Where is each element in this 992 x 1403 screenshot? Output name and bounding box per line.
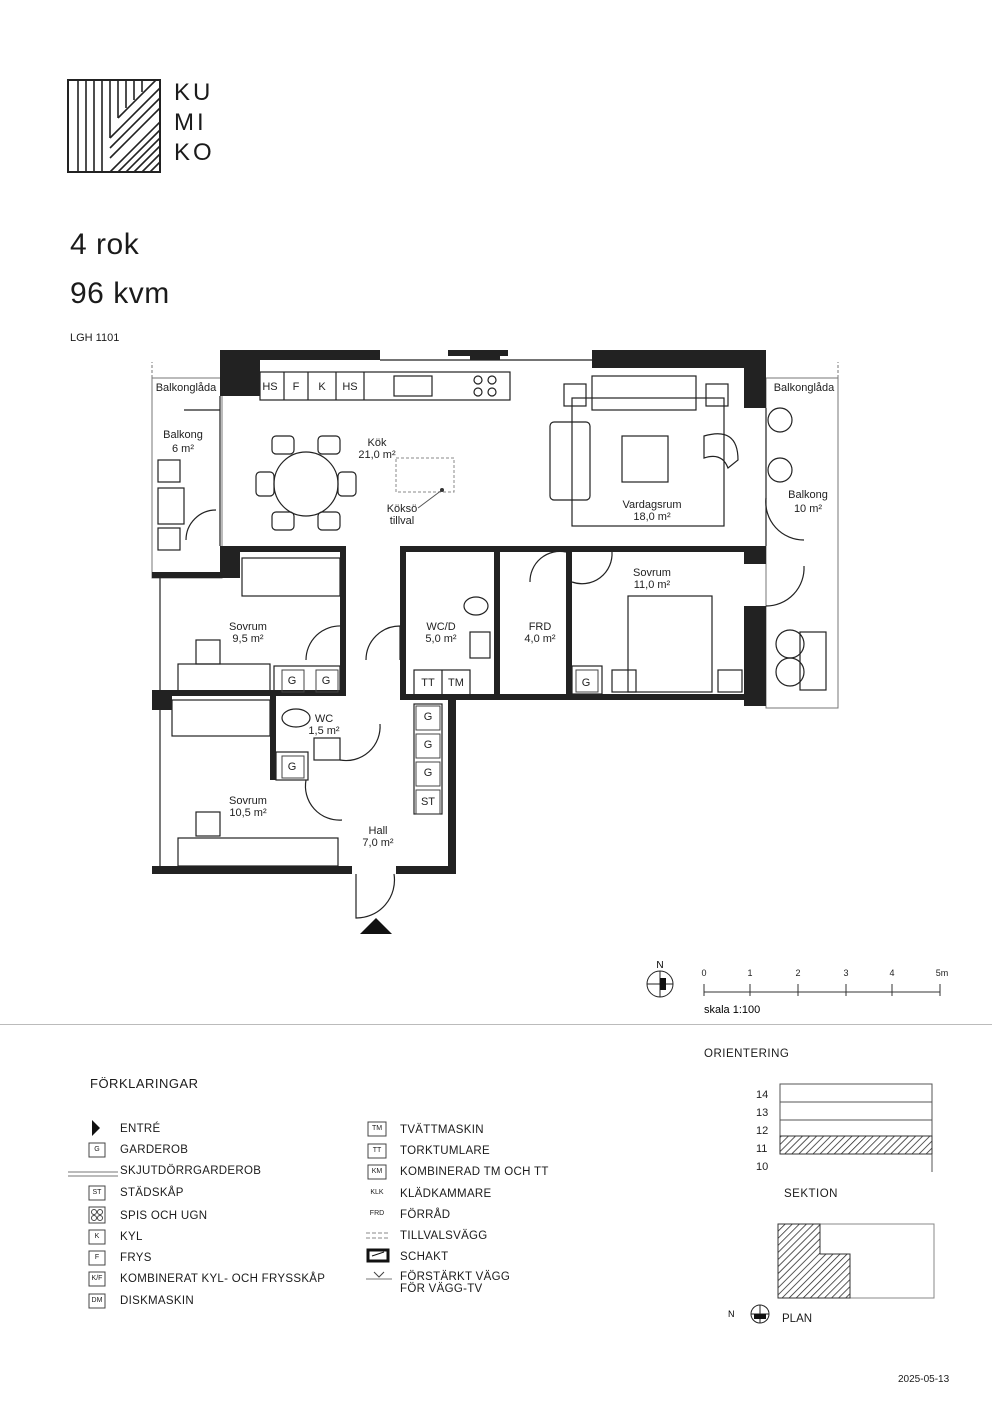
- floor-11: 11: [756, 1143, 768, 1155]
- sovrum1-area: 9,5 m²: [232, 633, 264, 645]
- sovrum2-name: Sovrum: [229, 795, 267, 807]
- scale-tick-0: 0: [701, 968, 707, 978]
- hall-area: 7,0 m²: [362, 837, 394, 849]
- orientation-diagram: [750, 1082, 940, 1176]
- section-compass-icon: [751, 1305, 769, 1323]
- scale-tick-4: 4: [889, 968, 895, 978]
- balkonglada-right-label: Balkonglåda: [773, 382, 835, 394]
- legend-forstarkt-vagg-2: FÖR VÄGG-TV: [400, 1283, 483, 1295]
- brand-line-3: KO: [174, 139, 215, 166]
- balkong-left-name: Balkong: [163, 429, 203, 441]
- frd-name: FRD: [528, 621, 552, 633]
- orientation-title: ORIENTERING: [704, 1048, 790, 1060]
- garderob-label: G: [423, 739, 433, 751]
- legend-diskmaskin: DISKMASKIN: [120, 1295, 194, 1307]
- north-compass-icon: [647, 971, 673, 997]
- garderob-label: G: [287, 675, 297, 687]
- section-plan: [720, 1218, 940, 1338]
- legend-entre: ENTRÉ: [120, 1123, 161, 1135]
- legend-schakt: SCHAKT: [400, 1251, 449, 1263]
- floor-14: 14: [756, 1089, 769, 1101]
- document-date: 2025-05-13: [898, 1374, 950, 1385]
- appliance-f: F: [292, 381, 300, 393]
- floor-12: 12: [756, 1125, 769, 1137]
- balcony-left-outline: [152, 378, 222, 578]
- kok-area: 21,0 m²: [358, 449, 396, 461]
- sovrum3-area: 11,0 m²: [633, 579, 671, 591]
- area-title: 96 kvm: [70, 277, 170, 310]
- garderob-label: G: [581, 677, 591, 689]
- legend-frys: FRYS: [120, 1252, 152, 1264]
- legend-title: FÖRKLARINGAR: [90, 1076, 199, 1091]
- scale-bar: [704, 984, 940, 996]
- legend-spis: SPIS OCH UGN: [120, 1210, 208, 1222]
- balkong-right-name: Balkong: [788, 489, 828, 501]
- kokso-line1: Köksö: [386, 503, 418, 515]
- plan-label: PLAN: [782, 1313, 813, 1325]
- torktumlare-label: TT: [421, 677, 435, 689]
- brand-line-1: KU: [174, 79, 214, 106]
- wc-name: WC: [314, 713, 334, 725]
- kok-name: Kök: [367, 437, 387, 449]
- balkong-left-area: 6 m²: [172, 443, 194, 455]
- wcd-area: 5,0 m²: [425, 633, 457, 645]
- legend-kombinerad-tm: KOMBINERAD TM OCH TT: [400, 1166, 549, 1178]
- sovrum1-name: Sovrum: [229, 621, 267, 633]
- scale-tick-3: 3: [843, 968, 849, 978]
- garderob-label: G: [321, 675, 331, 687]
- scale-tick-5: 5m: [935, 968, 949, 978]
- hall-name: Hall: [368, 825, 388, 837]
- stadskap-label: ST: [420, 796, 436, 808]
- legend-torktumlare: TORKTUMLARE: [400, 1145, 490, 1157]
- legend-skjutdorrgarderob: SKJUTDÖRRGARDEROB: [120, 1165, 262, 1177]
- scale-tick-1: 1: [747, 968, 753, 978]
- legend-forstarkt-vagg: FÖRSTÄRKT VÄGG: [400, 1271, 511, 1283]
- section-title: SEKTION: [784, 1188, 838, 1200]
- legend-tillvalsvagg: TILLVALSVÄGG: [400, 1230, 488, 1242]
- legend-forrad: FÖRRÅD: [400, 1209, 451, 1221]
- balcony-right-outline: [766, 378, 838, 708]
- frd-area: 4,0 m²: [524, 633, 556, 645]
- appliance-hs-1: HS: [262, 381, 278, 393]
- legend-kladkammare: KLÄDKAMMARE: [400, 1188, 492, 1200]
- wcd-name: WC/D: [426, 621, 456, 633]
- legend-kyl: KYL: [120, 1231, 143, 1243]
- north-label: N: [656, 960, 664, 971]
- floor-13: 13: [756, 1107, 769, 1119]
- vardagsrum-name: Vardagsrum: [622, 499, 682, 511]
- sovrum3-name: Sovrum: [633, 567, 671, 579]
- wc-area: 1,5 m²: [308, 725, 340, 737]
- tvattmaskin-label: TM: [448, 677, 464, 689]
- appliance-k: K: [318, 381, 326, 393]
- sovrum2-area: 10,5 m²: [229, 807, 267, 819]
- scale-label: skala 1:100: [704, 1004, 761, 1016]
- divider: [0, 1024, 992, 1025]
- kokso-line2: tillval: [389, 515, 415, 527]
- unit-number: LGH 1101: [70, 332, 120, 344]
- legend-tvattmaskin: TVÄTTMASKIN: [400, 1124, 484, 1136]
- vardagsrum-area: 18,0 m²: [633, 511, 671, 523]
- balkong-right-area: 10 m²: [793, 503, 823, 515]
- section-north-label: N: [728, 1309, 735, 1319]
- scale-tick-2: 2: [795, 968, 801, 978]
- room-count-title: 4 rok: [70, 228, 140, 261]
- garderob-label: G: [423, 767, 433, 779]
- entrance-marker: [360, 918, 392, 934]
- entrance-arrow-icon: [92, 1120, 100, 1136]
- floor-11-highlight: [780, 1136, 932, 1154]
- legend-kombinerat-kyl: KOMBINERAT KYL- OCH FRYSSKÅP: [120, 1273, 326, 1285]
- legend-garderob: GARDEROB: [120, 1144, 189, 1156]
- garderob-label: G: [423, 711, 433, 723]
- legend-stadskap: STÄDSKÅP: [120, 1187, 184, 1199]
- brand-line-2: MI: [174, 109, 207, 136]
- garderob-label: G: [287, 761, 297, 773]
- floor-10: 10: [756, 1161, 769, 1173]
- balkonglada-left-label: Balkonglåda: [155, 382, 217, 394]
- appliance-hs-2: HS: [342, 381, 358, 393]
